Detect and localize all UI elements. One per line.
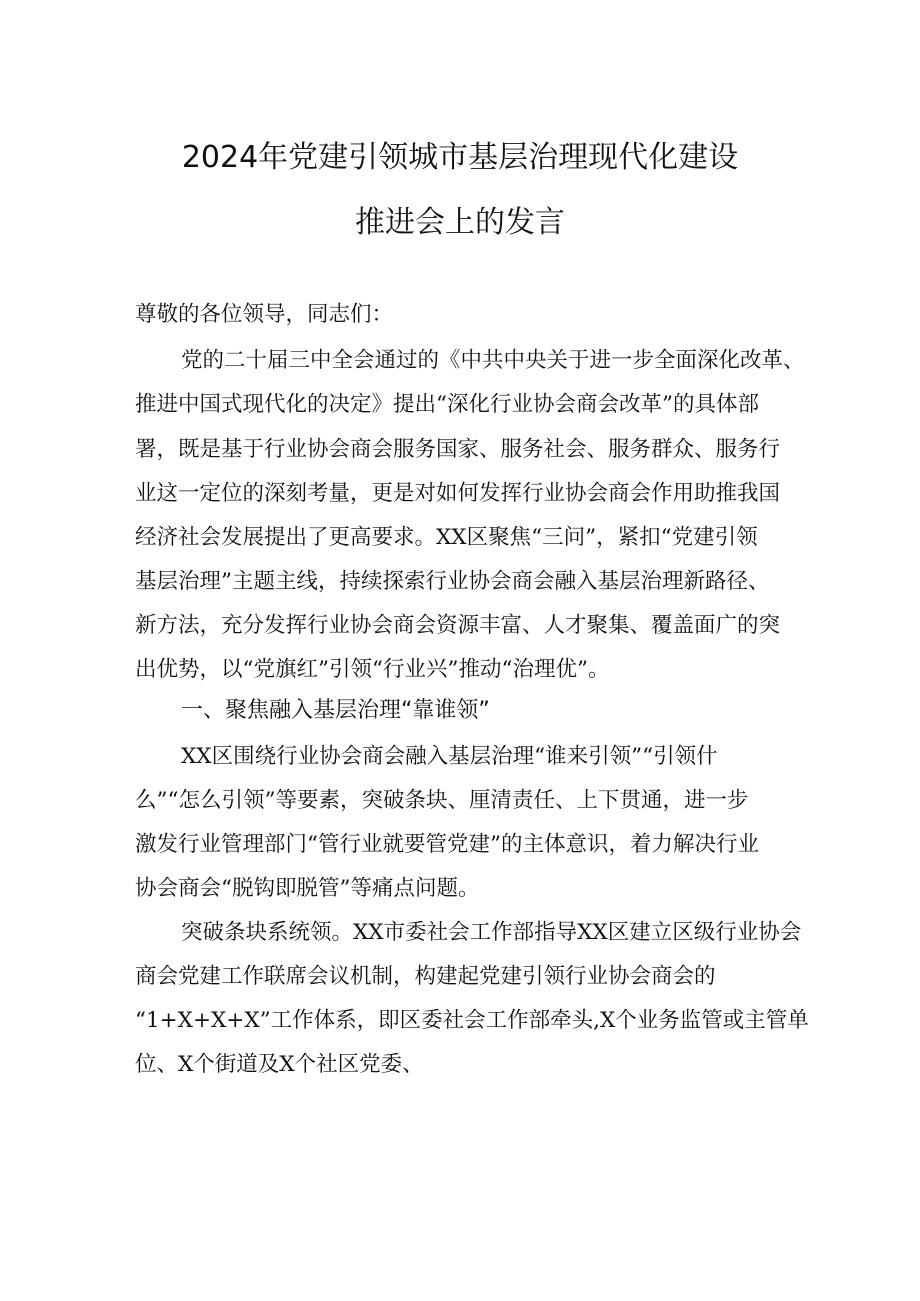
paragraph-1-line: 经济社会发展提出了更高要求。XX区聚焦“三问”，紧扣“党建引领 [135, 525, 758, 550]
paragraph-2-line: 激发行业管理部门“管行业就要管党建”的主体意识，着力解决行业 [135, 832, 759, 857]
paragraph-1-line: 党的二十届三中全会通过的《中共中央关于进一步全面深化改革、 [181, 348, 805, 373]
paragraph-2-line: XX区围绕行业协会商会融入基层治理“谁来引领”“引领什 [181, 744, 718, 769]
salutation: 尊敬的各位领导，同志们： [135, 302, 394, 327]
paragraph-1-line: 新方法，充分发挥行业协会商会资源丰富、人才聚集、覆盖面广的突 [135, 613, 781, 638]
paragraph-1-line: 署，既是基于行业协会商会服务国家、服务社会、服务群众、服务行 [135, 437, 781, 462]
paragraph-1-line: 业这一定位的深刻考量，更是对如何发挥行业协会商会作用助推我国 [135, 481, 781, 506]
paragraph-2-line: 协会商会“脱钩即脱管”等痛点问题。 [135, 876, 480, 901]
paragraph-3-line: 突破条块系统领。XX市委社会工作部指导XX区建立区级行业协会 [181, 920, 802, 945]
paragraph-3-line: 商会党建工作联席会议机制，构建起党建引领行业协会商会的 [135, 964, 716, 989]
paragraph-2-line: 么”“怎么引领”等要素，突破条块、厘清责任、上下贯通，进一步 [135, 788, 749, 813]
paragraph-1-line: 基层治理”主题主线，持续探索行业协会商会融入基层治理新路径、 [135, 569, 770, 594]
document-title-line-1: 2024年党建引领城市基层治理现代化建设 [181, 140, 739, 175]
document-title-line-2: 推进会上的发言 [355, 205, 565, 240]
section-1-heading: 一、聚焦融入基层治理“靠谁领” [181, 698, 490, 723]
paragraph-1-line: 出优势，以“党旗红”引领“行业兴”推动“治理优”。 [135, 657, 610, 682]
paragraph-3-line: 位、X个街道及X个社区党委、 [135, 1052, 424, 1077]
paragraph-1-line: 推进中国式现代化的决定》提出“深化行业协会商会改革”的具体部 [135, 392, 759, 417]
paragraph-3-line: “1+X+X+X”工作体系，即区委社会工作部牵头,X个业务监管或主管单 [135, 1008, 809, 1033]
